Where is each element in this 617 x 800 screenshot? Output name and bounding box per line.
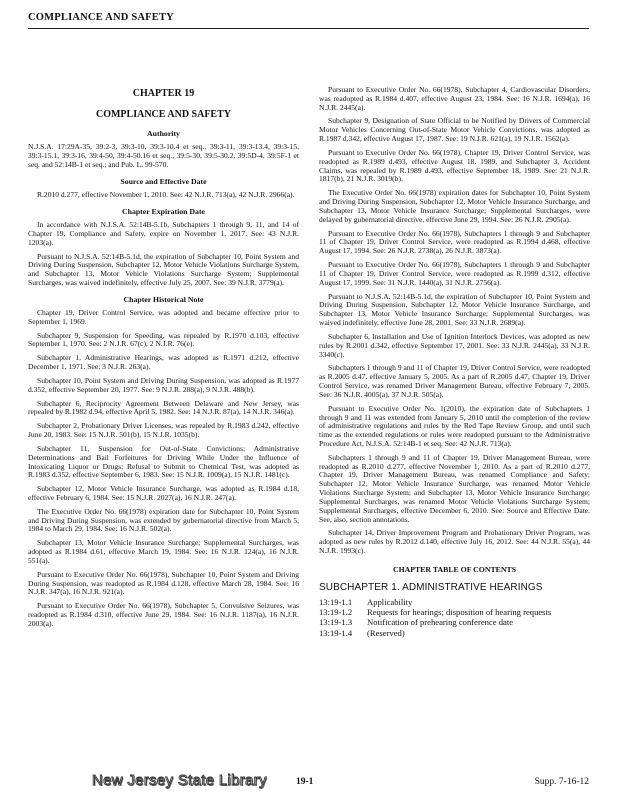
chapter-title: COMPLIANCE AND SAFETY — [95, 108, 231, 120]
source-text: R.2010 d.277, effective November 1, 2010. See: 42 N.J.R. 713(a), 42 N.J.R. 2966(a). — [37, 190, 295, 200]
history-paragraph: Pursuant to Executive Order No. 66(1978), Subchapter 10, Point System and Driving During Suspension, was readopted as R.1984 d.128, effective March 28, 1984. See: 16 N.J.R. 347(a), 16 N.J.R. 921(a). — [28, 569, 299, 597]
history-paragraph: The Executive Order No. 66(1978) expiration dates for Subchapter 10, Point System and Driving During Suspension, Subchapter 12, Motor Vehicle Insurance Surcharge, and Subchapter 13, Motor Vehicle Insurance Surcharge; Supplemental Surcharges, were delayed by gubernatorial directive, effective June 29, 1994. See: 26 N.J.R. 2905(a). — [319, 188, 590, 224]
subchapter-heading: SUBCHAPTER 1. ADMINISTRATIVE HEARINGS — [319, 582, 543, 594]
expiration-heading: Chapter Expiration Date — [121, 206, 206, 216]
toc-section-title: (Reserved) — [367, 627, 405, 638]
history-paragraph: Subchapter 13, Motor Vehicle Insurance Surcharge; Supplemental Surcharges, was adopted as R.1984 d.61, effective March 19, 1984. See: 16 N.J.R. 124(a), 16 N.J.R. 551(a). — [28, 538, 299, 565]
toc-section-number: 13:19-1.1 — [319, 596, 353, 607]
history-paragraph: Subchapter 10, Point System and Driving During Suspension, was adopted as R.1977 d.352, effective September 20, 1977. See: 9 N.J.R. 288(a), 9 N.J.R. 488(b). — [28, 375, 299, 394]
header-rule — [28, 28, 589, 29]
history-paragraph: Pursuant to N.J.S.A. 52:14B-5.1d, the expiration of Subchapter 10, Point System and Driving During Suspension, Subchapter 12, Motor Vehicle Insurance Surcharge, and Subchapter 13, Motor Vehicle Insurance Surcharge; Supplemental Surcharges, was waived indefinitely, effective June 28, 2001. See: 33 N.J.R. 2689(a). — [319, 291, 590, 328]
history-paragraph: Pursuant to Executive Order No. 66(1978), Subchapter 4, Cardiovascular Disorders, was readopted as R.1984 d.407, effective August 23, 1984. See: 16 N.J.R. 1694(a), 16 N.J.R. 2445(a). — [319, 85, 590, 112]
toc-entry[interactable] — [319, 617, 590, 627]
toc-section-number: 13:19-1.3 — [319, 617, 353, 628]
expiration-paragraph: Pursuant to N.J.S.A. 52:14B-5.1d, the expiration of Subchapter 10, Point System and Driving During Suspension, Subchapter 12, Motor Vehicle Violations Surcharge System, and Subchapter 13, Motor Vehicle Violations Surcharge System; Supplemental Surcharges, was waived indefinitely, effective July 25, 2007. See: 39 N.J.R. 3779(a). — [28, 251, 299, 287]
toc-section-title: Notification of prehearing conference date — [367, 617, 514, 628]
toc-entry[interactable] — [319, 628, 590, 638]
left-column — [28, 88, 299, 634]
history-paragraph: Pursuant to Executive Order No. 1(2010), the expiration date of Subchapters 1 through 9 and 11 was extended from January 5, 2010 until the completion of the review of administrative regulations and rules by the Red Tape Review Group, and until such time as the extended regulations or rules were readopted pursuant to the Administrative Procedure Act, N.J.S.A. 52:14B-1 et seq. See: 42 N.J.R. 713(a). — [319, 403, 590, 448]
source-heading: Source and Effective Date — [120, 176, 207, 186]
toc-entry[interactable] — [319, 607, 590, 617]
toc-heading: CHAPTER TABLE OF CONTENTS — [392, 564, 517, 574]
history-paragraph: Subchapter 12, Motor Vehicle Insurance Surcharge, was adopted as R.1984 d.18, effective February 6, 1984. See: 15 N.J.R. 2027(a), 16 N.J.R. 247(a). — [28, 484, 299, 502]
chapter-number: CHAPTER 19 — [132, 88, 195, 99]
toc-section-number: 13:19-1.2 — [319, 607, 353, 618]
authority-heading: Authority — [147, 129, 180, 139]
history-paragraph: Pursuant to Executive Order No. 66(1978), Chapter 19, Driver Control Service, was readopted as R.1989 d.493, effective August 18, 1989, and Subchapter 3, Accident Claims, was repealed by R.1989 d.493, effective September 18, 1989. See: 21 N.J.R. 1817(b), 21 N.J.R. 3019(b). — [319, 147, 590, 184]
history-paragraph: The Executive Order No. 66(1978) expiration date for Subchapter 10, Point System and Driving During Suspension, was extended by gubernatorial directive from March 5, 1984 to March 29, 1984. See: 16 N.J.R. 502(a). — [28, 506, 299, 534]
history-paragraph: Subchapter 6, Reciprocity Agreement Between Delaware and New Jersey, was repealed by R.1982 d.94, effective April 5, 1982. See: 14 N.J.R. 87(a), 14 N.J.R. 346(a). — [28, 398, 299, 417]
history-paragraph: Pursuant to Executive Order No. 66(1978), Subchapters 1 through 9 and Subchapter 11 of Chapter 19, Driver Control Service, were readopted as R.1999 d.312, effective August 17, 1999. See: 31 N.J.R. 1440(a), 31 N.J.R. 2756(a). — [319, 260, 590, 287]
toc-entry[interactable] — [319, 597, 590, 607]
right-column — [319, 86, 590, 638]
toc-section-title: Applicability — [367, 596, 413, 607]
history-paragraph: Chapter 19, Driver Control Service, was adopted and became effective prior to September 1, 1969. — [28, 307, 299, 326]
history-paragraph: Pursuant to Executive Order No. 66(1978), Subchapter 5, Convulsive Seizures, was readopted as R.1984 d.310, effective June 29, 1984. See: 16 N.J.R. 1187(a), 16 N.J.R. 2003(a). — [28, 601, 299, 628]
history-paragraph: Subchapters 1 through 9 and 11 of Chapter 19, Driver Management Bureau, were readopted as R.2010 d.277, effective November 1, 2010. As a part of R.2010 d.277, Chapter 19, Driver Management Bureau, was renamed Compliance and Safety; Subchapter 12, Motor Vehicle Insurance Surcharge, was renamed Motor Vehicle Violations Surcharge System; and Subchapter 13, Motor Vehicle Insurance Surcharge; Supplemental Surcharges, was renamed Motor Vehicle Violations Surcharge System; Supplemental Surcharges, effective December 6, 2010. See: Source and Effective Date. See, also, section annotations. — [319, 452, 590, 524]
history-paragraph: Subchapter 9, Designation of State Official to be Notified by Drivers of Commercial Motor Vehicles Concerning Out-of-State Motor Vehicle Convictions, was adopted as R.1987 d.342, effective August 17, 1987. See: 19 N.J.R. 621(a), 19 N.J.R. 1562(a). — [319, 116, 590, 144]
page-number: 19-1 — [296, 777, 314, 787]
history-paragraph: Subchapter 14, Driver Improvement Program and Probationary Driver Program, was adopted as new rules by R.2012 d.140, effective July 16, 2012. See: 44 N.J.R. 55(a), 44 N.J.R. 1993(c). — [319, 528, 590, 556]
history-paragraph: Pursuant to Executive Order No. 66(1978), Subchapters 1 through 9 and Subchapter 11 of Chapter 19, Driver Control Service, were readopted as R.1994 d.468, effective August 17, 1994. See: 26 N.J.R. 2738(a), 26 N.J.R. 3873(a). — [319, 228, 590, 256]
library-logo: New Jersey State Library — [92, 772, 267, 789]
history-heading: Chapter Historical Note — [123, 294, 204, 304]
supplement-date: Supp. 7-16-12 — [534, 777, 589, 787]
history-paragraph: Subchapter 11, Suspension for Out-of-State Convictions; Administrative Determinations and Bail Forfeitures for Driving While Under the Influence of Intoxicating Liquor or Drugs; Refusal to Submit to Chemical Test, was adopted as R.1983 d.352, effective September 6, 1983. See: 15 N.J.R. 1009(a), 15 N.J.R. 1481(c). — [28, 443, 299, 480]
history-paragraph: Subchapter 1, Administrative Hearings, was adopted as R.1971 d.212, effective December 1, 1971. See: 3 N.J.R. 263(a). — [28, 353, 299, 372]
authority-text: N.J.S.A. 17:29A-35, 39:2-3, 39:3-10, 39:3-10.4 et seq., 39:3-11, 39:3-13.4, 39:3-15, 39:3-15.1, 39:3-16, 39:4-50, 39:4-50.16 et seq., 39:5-30, 39:5-30.2, 39:5D-4, 39:5F-1 et seq. and 52:14B-1 et seq.; and Pub. L. 99-570. — [28, 142, 299, 170]
history-paragraph: Subchapters 1 through 9 and 11 of Chapter 19, Driver Control Service, were readopted as R.2005 d.47, effective January 5, 2005. As a part of R.2005 d.47, Chapter 19, Driver Control Service, was renamed Driver Management Bureau, effective February 7, 2005. See: 36 N.J.R. 4005(a), 37 N.J.R. 505(a). — [319, 363, 590, 399]
history-paragraph: Subchapter 2, Probationary Driver Licenses, was repealed by R.1983 d.242, effective June 20, 1983. See: 15 N.J.R. 501(b), 15 N.J.R. 1035(b). — [28, 421, 299, 440]
history-paragraph: Subchapter 6, Installation and Use of Ignition Interlock Devices, was adopted as new rules by R.2001 d.342, effective September 17, 2001. See: 33 N.J.R. 2445(a), 33 N.J.R. 3340(c). — [319, 331, 590, 359]
expiration-paragraph: In accordance with N.J.S.A. 52:14B-5.1b, Subchapters 1 through 9, 11, and 14 of Chapter 19, Compliance and Safety, expire on November 1, 2017. See: 43 N.J.R. 1203(a). — [28, 220, 299, 247]
toc-section-title: Requests for hearings; disposition of hearing requests — [367, 607, 552, 618]
toc-section-number: 13:19-1.4 — [319, 627, 353, 638]
running-head: COMPLIANCE AND SAFETY — [28, 12, 174, 23]
history-paragraph: Subchapter 9, Suspension for Speeding, was repealed by R.1970 d.103, effective September 1, 1970. See: 2 N.J.R. 67(c), 2 N.J.R. 76(e). — [28, 330, 299, 349]
